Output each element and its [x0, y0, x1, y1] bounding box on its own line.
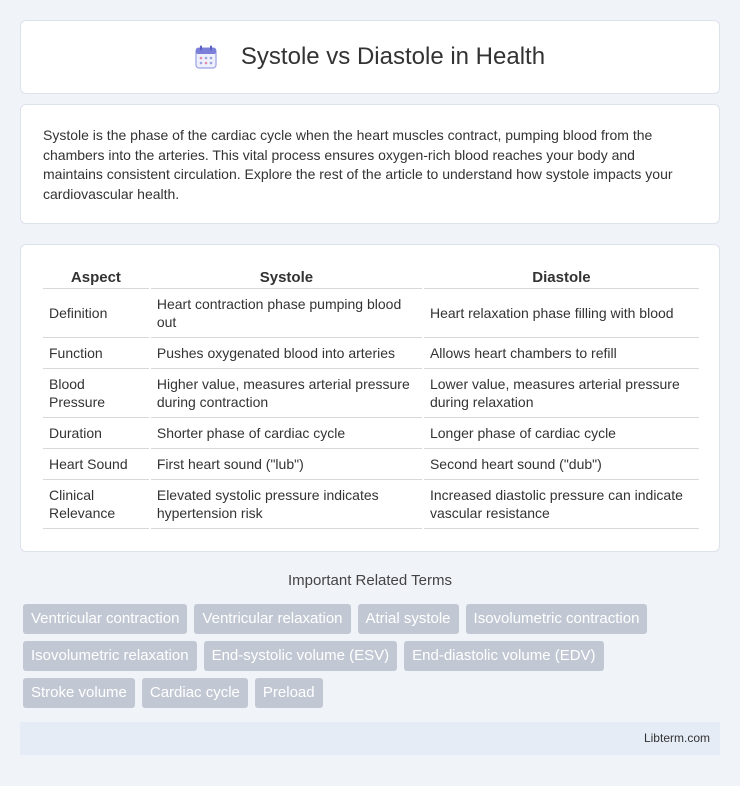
footer [20, 722, 720, 755]
related-term-tag[interactable]: Isovolumetric relaxation [23, 641, 197, 671]
table-cell: Heart contraction phase pumping blood out [151, 289, 422, 338]
table-header-aspect: Aspect [43, 265, 149, 289]
related-term-tag[interactable]: Preload [255, 678, 323, 708]
table-cell: Longer phase of cardiac cycle [424, 418, 699, 449]
related-term-tag[interactable]: Ventricular contraction [23, 604, 187, 634]
related-terms-list [23, 604, 713, 708]
related-term-tag[interactable]: Atrial systole [358, 604, 459, 634]
table-row [43, 480, 699, 529]
table-row [43, 418, 699, 449]
table-header-diastole: Diastole [424, 265, 699, 289]
table-cell: Heart Sound [43, 449, 149, 480]
table-cell: Function [43, 338, 149, 369]
table-cell: Pushes oxygenated blood into arteries [151, 338, 422, 369]
footer-brand-link[interactable]: Libterm.com [643, 731, 710, 745]
table-cell: Higher value, measures arterial pressure during contraction [151, 369, 422, 418]
related-term-tag[interactable]: Stroke volume [23, 678, 135, 708]
calendar-icon [195, 45, 217, 69]
related-terms-title: Important Related Terms [288, 572, 452, 589]
table-row [43, 338, 699, 369]
related-term-tag[interactable]: Cardiac cycle [142, 678, 248, 708]
related-term-tag[interactable]: Isovolumetric contraction [466, 604, 648, 634]
table-row [43, 289, 699, 338]
table-cell: Lower value, measures arterial pressure during relaxation [424, 369, 699, 418]
header-card [20, 20, 720, 94]
related-term-tag[interactable]: End-diastolic volume (EDV) [404, 641, 603, 671]
table-cell: Duration [43, 418, 149, 449]
table-cell: Elevated systolic pressure indicates hypertension risk [151, 480, 422, 529]
table-cell: Allows heart chambers to refill [424, 338, 699, 369]
intro-card [20, 104, 720, 224]
table-cell: First heart sound ("lub") [151, 449, 422, 480]
comparison-table [41, 265, 701, 529]
related-term-tag[interactable]: End-systolic volume (ESV) [204, 641, 398, 671]
table-header-systole: Systole [151, 265, 422, 289]
table-cell: Shorter phase of cardiac cycle [151, 418, 422, 449]
table-row [43, 369, 699, 418]
table-cell: Definition [43, 289, 149, 338]
related-term-tag[interactable]: Ventricular relaxation [194, 604, 350, 634]
page-title: Systole vs Diastole in Health [240, 43, 546, 70]
table-cell: Heart relaxation phase filling with blood [424, 289, 699, 338]
table-row [43, 449, 699, 480]
table-cell: Blood Pressure [43, 369, 149, 418]
comparison-table-card [20, 244, 720, 552]
table-cell: Increased diastolic pressure can indicate vascular resistance [424, 480, 699, 529]
intro-text: Systole is the phase of the cardiac cycle when the heart muscles contract, pumping blood from the chambers into the arteries. This vital process ensures oxygen-rich blood reaches your body and maintains consistent circulation. Explore the rest of the article to understand how systole impacts your cardiovascular health. [43, 127, 673, 202]
table-cell: Second heart sound ("dub") [424, 449, 699, 480]
table-cell: Clinical Relevance [43, 480, 149, 529]
